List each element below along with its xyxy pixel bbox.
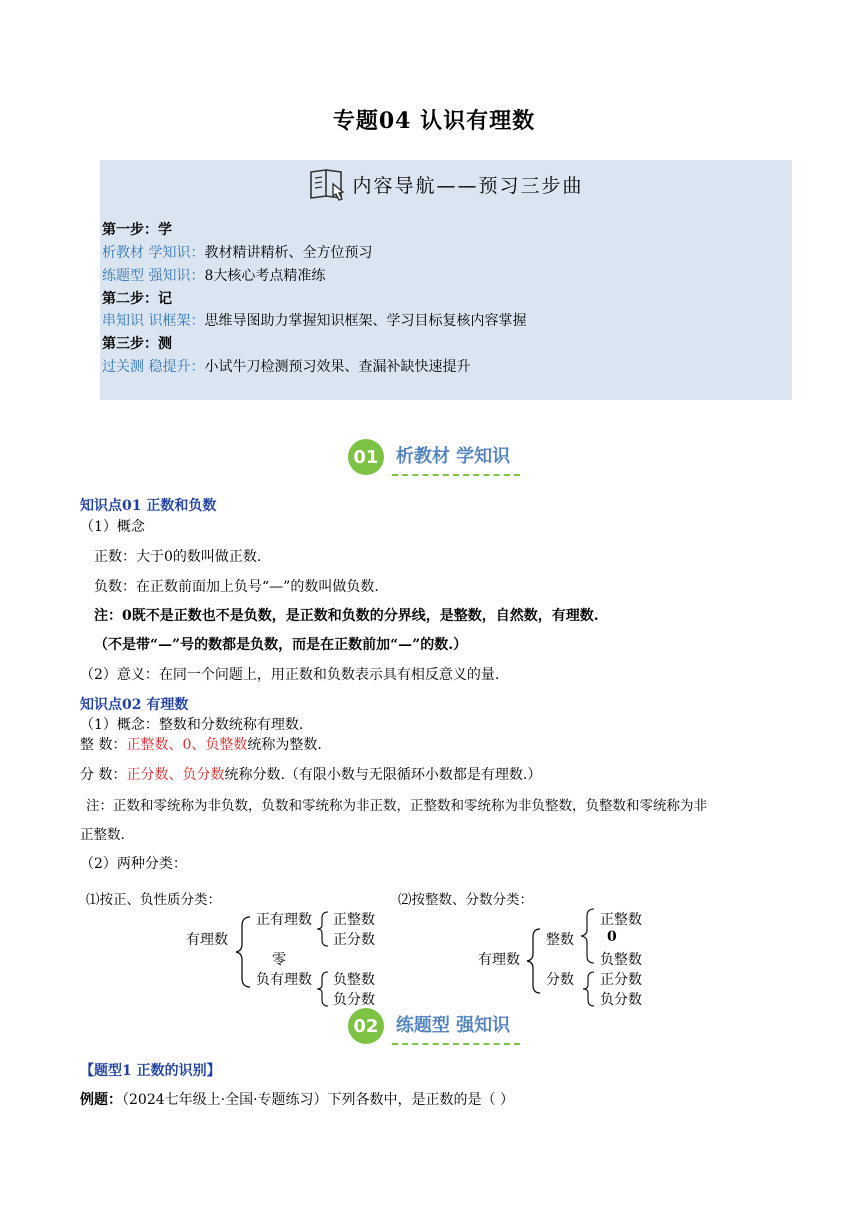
- kp2-fraction-tail: 统称分数.（有限小数与无限循环小数都是有理数.）: [224, 767, 542, 783]
- class1-root: 有理数: [186, 932, 228, 948]
- step-2: 第二步：记: [102, 291, 172, 307]
- nav-row-2: [102, 265, 325, 285]
- step-3: 第三步：测: [102, 336, 172, 352]
- class1-caption: ⑴按正、负性质分类：: [86, 892, 221, 908]
- class1-brace-positive: [314, 909, 334, 949]
- kp1-concept: （1）概念: [80, 519, 145, 535]
- question-type-1-tag: 【题型1 正数的识别】: [80, 1063, 221, 1079]
- class2-positive-integer: 正整数: [600, 912, 642, 928]
- class2-integer: 整数: [546, 932, 574, 948]
- kp2-concept: （1）概念：整数和分数统称有理数.: [80, 717, 304, 733]
- section-01-header: [0, 438, 868, 476]
- class2-caption: ⑵按整数、分数分类：: [398, 892, 533, 908]
- nav-row-1-text: 教材精讲精析、全方位预习: [204, 245, 373, 261]
- kp1-heading: 知识点01 正数和负数: [80, 498, 217, 514]
- section-01-number: 01: [348, 439, 384, 475]
- kp2-fraction-row: [80, 764, 541, 784]
- book-pointer-icon: [308, 166, 348, 207]
- class1-positive-fraction: 正分数: [333, 932, 375, 948]
- section-02-title: 练题型 强知识: [392, 1007, 520, 1045]
- class2-zero: 0: [607, 929, 617, 945]
- kp2-integer-row: [80, 734, 322, 754]
- kp2-note-line-1: 注：正数和零统称为非负数，负数和零统称为非正数，正整数和零统称为非负整数，负整数和零统称为非: [86, 798, 707, 814]
- nav-heading: 内容导航——预习三步曲: [352, 175, 584, 197]
- example-text: （2024七年级上·全国·专题练习）下列各数中，是正数的是（ ）: [122, 1092, 514, 1108]
- section-01-title: 析教材 学知识: [392, 438, 520, 476]
- class1-negative-fraction: 负分数: [333, 992, 375, 1008]
- class2-root: 有理数: [478, 952, 520, 968]
- nav-heading-row: [100, 166, 792, 207]
- nav-row-2-tag: 练题型 强知识：: [102, 268, 205, 284]
- class2-brace-integer: [578, 906, 600, 966]
- class2-positive-fraction: 正分数: [600, 972, 642, 988]
- kp2-integer-label: 整 数：: [80, 737, 127, 753]
- nav-row-1: [102, 242, 372, 262]
- class2-fraction: 分数: [546, 972, 574, 988]
- nav-row-3-tag: 串知识 识框架：: [102, 313, 205, 329]
- kp2-fraction-red: 正分数、负分数: [126, 767, 225, 783]
- class2-brace-fraction: [580, 969, 600, 1009]
- step-1: 第一步：学: [102, 222, 172, 238]
- kp1-positive: 正数：大于0的数叫做正数.: [94, 549, 262, 565]
- class1-brace-negative: [314, 969, 334, 1009]
- section-02-number: 02: [348, 1008, 384, 1044]
- class1-negative-rational: 负有理数: [256, 972, 312, 988]
- example-row: [80, 1089, 514, 1109]
- class1-negative-integer: 负整数: [333, 972, 375, 988]
- class2-big-brace: [524, 926, 548, 996]
- class1-zero: 零: [272, 952, 286, 968]
- class1-positive-rational: 正有理数: [256, 912, 312, 928]
- nav-row-3-text: 思维导图助力掌握知识框架、学习目标复核内容掌握: [204, 313, 527, 329]
- kp1-meaning: （2）意义：在同一个问题上，用正数和负数表示具有相反意义的量.: [80, 667, 500, 683]
- nav-row-4: [102, 356, 470, 376]
- page-title: 专题04 认识有理数: [332, 108, 536, 134]
- example-label: 例题：: [80, 1092, 122, 1108]
- nav-row-4-text: 小试牛刀检测预习效果、查漏补缺快速提升: [204, 359, 471, 375]
- class1-positive-integer: 正整数: [333, 912, 375, 928]
- kp2-heading: 知识点02 有理数: [80, 697, 189, 713]
- kp2-integer-red: 正整数、0、负整数: [126, 737, 248, 753]
- nav-row-1-tag: 析教材 学知识：: [102, 245, 205, 261]
- kp1-note: 注：0既不是正数也不是负数，是正数和负数的分界线，是整数，自然数，有理数.: [94, 608, 599, 624]
- kp2-fraction-label: 分 数：: [80, 767, 127, 783]
- kp2-two-classifications: （2）两种分类：: [80, 856, 187, 872]
- nav-row-4-tag: 过关测 稳提升：: [102, 359, 205, 375]
- class2-negative-fraction: 负分数: [600, 992, 642, 1008]
- section-02-header: [0, 1007, 868, 1045]
- kp1-note-2: （不是带“—”号的数都是负数，而是在正数前加“—”的数.）: [94, 637, 468, 653]
- nav-row-2-text: 8大核心考点精准练: [204, 268, 326, 284]
- nav-row-3: [102, 310, 526, 330]
- kp2-note-line-2: 正整数.: [80, 827, 125, 843]
- class2-negative-integer: 负整数: [600, 952, 642, 968]
- kp2-integer-tail: 统称为整数.: [247, 737, 322, 753]
- kp1-negative: 负数：在正数前面加上负号“—”的数叫做负数.: [94, 579, 379, 595]
